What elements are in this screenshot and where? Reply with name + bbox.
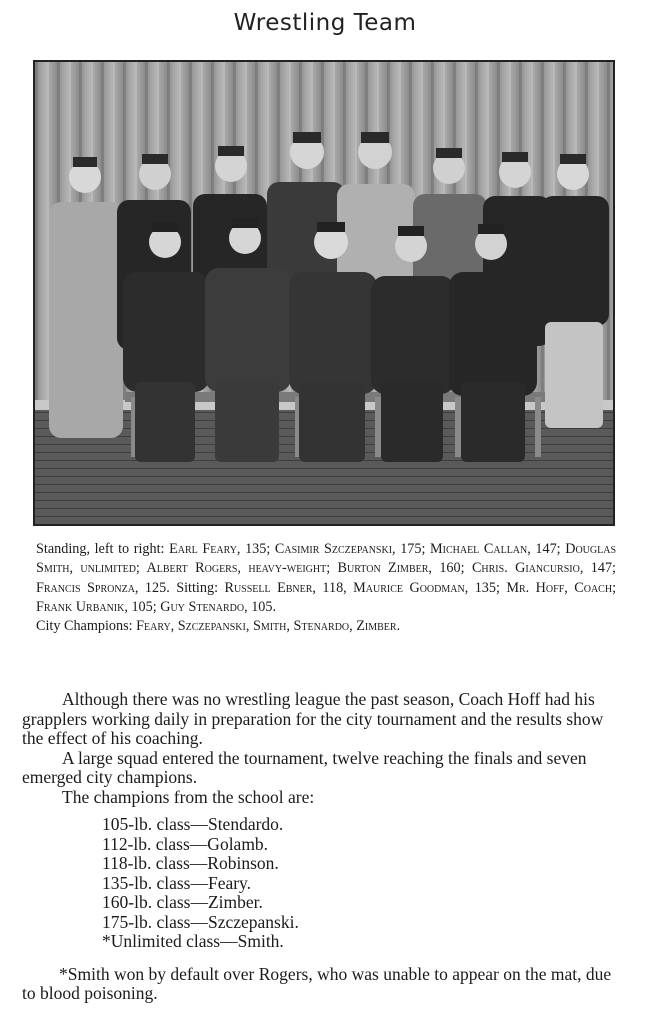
champions-list [22, 815, 624, 952]
list-item: 175-lb. class—Szczepanski. [102, 911, 299, 932]
list-item: 112-lb. class—Golamb. [102, 833, 269, 854]
article-body [22, 690, 624, 1004]
list-item: 135-lb. class—Feary. [102, 872, 252, 893]
sitting-label: Sitting: [176, 579, 219, 596]
list-item: 118-lb. class—Robinson. [102, 853, 279, 873]
paragraph-2: A large squad entered the tournament, twelve reaching the finals and seven emerged city champions. [22, 747, 587, 787]
standing-label: Standing, left to right: [36, 541, 165, 557]
photo-caption [36, 540, 616, 636]
paragraph-3: The champions from the school are: [62, 786, 315, 807]
list-item: 105-lb. class—Stendardo. [102, 814, 284, 834]
sitting-names: Russell Ebner, 118, Maurice Goodman, 135; Mr. Hoff, Coach; Frank Urbanik, 105; Guy Stenardo, 105. [36, 579, 617, 615]
list-item: *Unlimited class—Smith. [102, 931, 284, 951]
paragraph-1: Although there was no wrestling league the past season, Coach Hoff had his grapplers working daily in preparation for the city tournament and the results show the effect of his coaching. [22, 689, 604, 748]
team-photo [33, 60, 615, 526]
standing-names: Earl Feary, 135; Casimir Szczepanski, 175; Michael Callan, 147; Douglas Smith, unlimited; Albert Rogers, heavy-weight; Burton Zimber, 160; Chris. Giancursio, 147; Francis Spronza, 125. [36, 541, 617, 596]
champions-label: City Champions: [36, 618, 133, 635]
footnote: *Smith won by default over Rogers, who was unable to appear on the mat, due to blood poisoning. [22, 963, 612, 1003]
page-title: Wrestling Team [233, 10, 417, 36]
champions-names: Feary, Szczepanski, Smith, Stenardo, Zimber. [136, 618, 401, 635]
list-item: 160-lb. class—Zimber. [102, 892, 263, 912]
